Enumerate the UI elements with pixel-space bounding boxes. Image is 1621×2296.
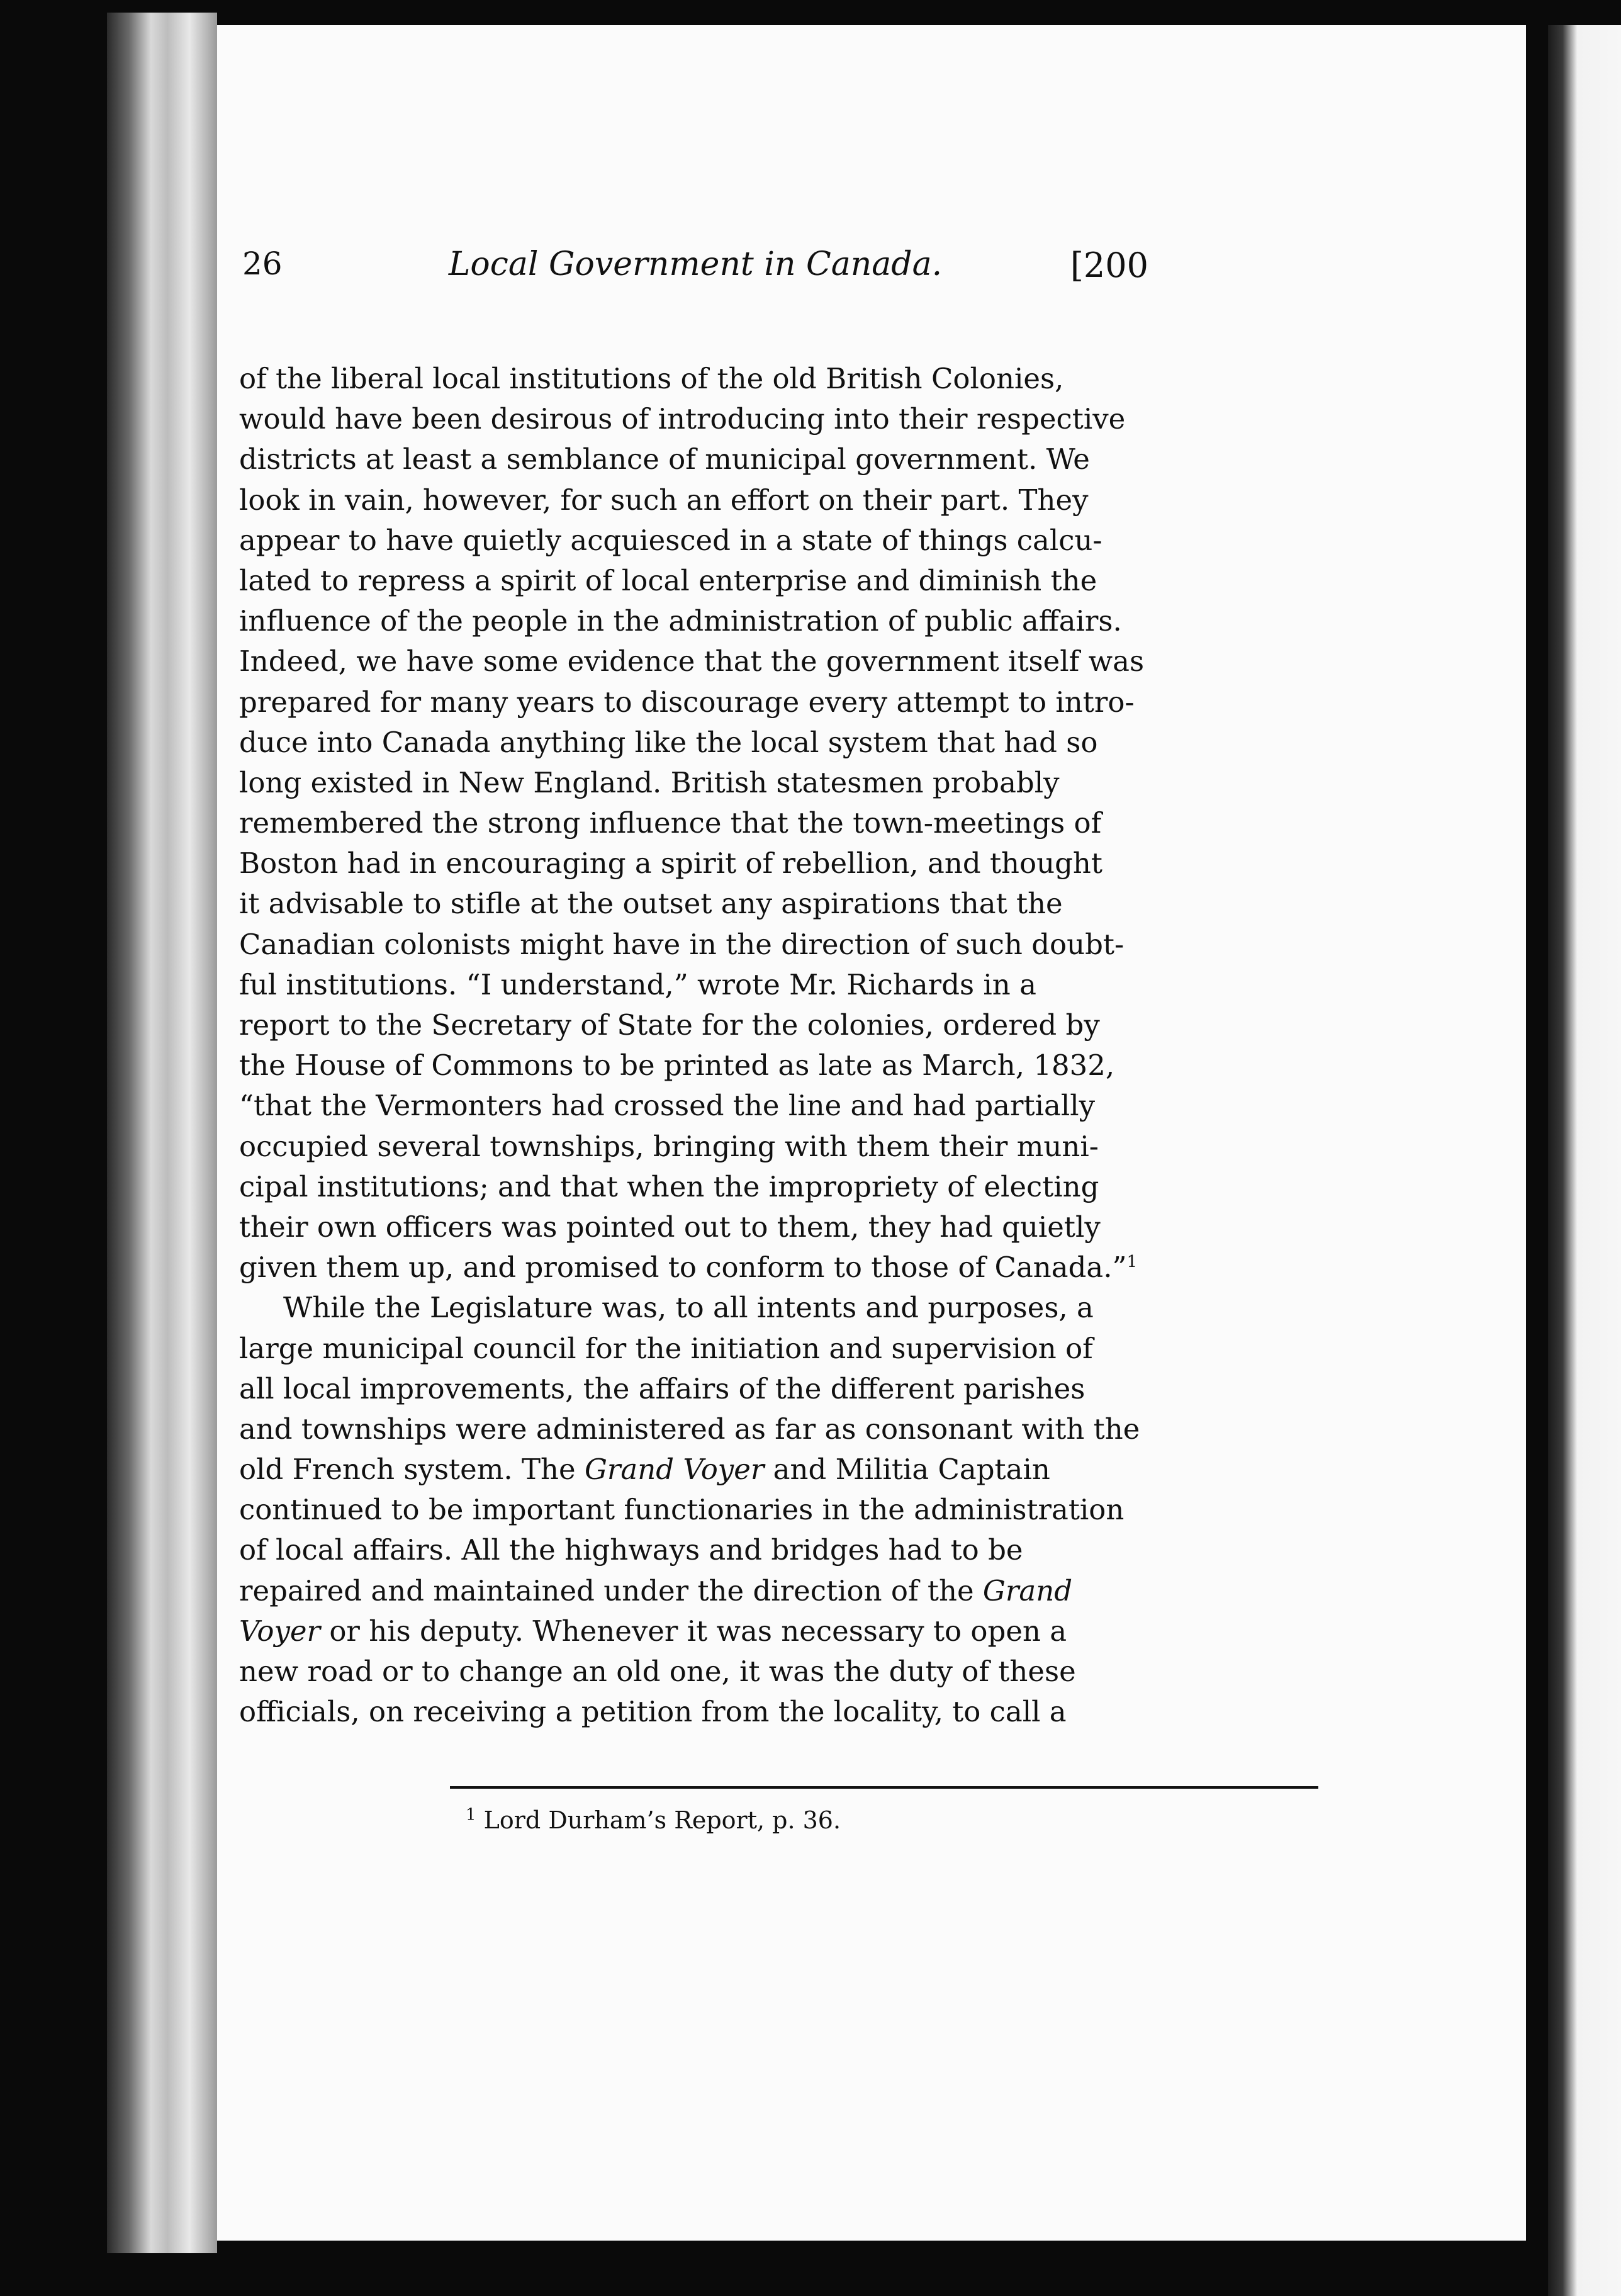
- text-line: continued to be important functionaries in the administration: [239, 1493, 1125, 1527]
- text-line: officials, on receiving a petition from the locality, to call a: [239, 1695, 1067, 1729]
- text-line: the House of Commons to be printed as late as March, 1832,: [239, 1049, 1115, 1083]
- text-line: report to the Secretary of State for the colonies, ordered by: [239, 1008, 1100, 1042]
- text-line: look in vain, however, for such an effort on their part. They: [239, 483, 1089, 517]
- text-line: Canadian colonists might have in the direction of such doubt-: [239, 927, 1125, 961]
- text-line: prepared for many years to discourage every attempt to intro-: [239, 685, 1135, 719]
- footnote-marker: 1: [466, 1805, 476, 1825]
- paragraph-2: [239, 1288, 1164, 1732]
- text-line: districts at least a semblance of municipal government. We: [239, 442, 1090, 476]
- text-line: influence of the people in the administration of public affairs.: [239, 604, 1122, 638]
- footnote: [466, 1806, 841, 1834]
- text-line: of the liberal local institutions of the old British Colonies,: [239, 362, 1064, 395]
- facing-page-strip: [1548, 25, 1621, 2296]
- text-line: ful institutions. “I understand,” wrote Mr. Richards in a: [239, 967, 1036, 1001]
- text-line: long existed in New England. British statesmen probably: [239, 765, 1060, 799]
- text-line: lated to repress a spirit of local enterprise and diminish the: [239, 563, 1097, 597]
- text-line-content: and Militia Captain: [764, 1453, 1050, 1487]
- text-line: it advisable to stifle at the outset any aspirations that the: [239, 887, 1063, 921]
- footnote-text: Lord Durham’s Report, p. 36.: [483, 1806, 841, 1834]
- text-line-content: or his deputy. Whenever it was necessary to open a: [320, 1614, 1067, 1648]
- text-line: [239, 1571, 1164, 1611]
- grand-voyer-term: Grand Voyer: [584, 1453, 765, 1487]
- body-text: [239, 359, 1164, 1732]
- text-line: remembered the strong influence that the town-meetings of: [239, 806, 1102, 840]
- text-line-content: repaired and maintained under the direction of the: [239, 1573, 983, 1607]
- text-line: and townships were administered as far as consonant with the: [239, 1412, 1140, 1446]
- text-line-content: given them up, and promised to conform to those of Canada.”: [239, 1251, 1127, 1285]
- text-line: appear to have quietly acquiesced in a state of things calcu-: [239, 523, 1102, 557]
- text-line: large municipal council for the initiation and supervision of: [239, 1331, 1093, 1365]
- text-line: [239, 1611, 1164, 1652]
- footnote-rule: [450, 1786, 1318, 1789]
- text-line: [239, 1247, 1164, 1288]
- text-line-content: old French system. The: [239, 1453, 585, 1487]
- footnote-reference: 1: [1126, 1252, 1138, 1272]
- paragraph-1: [239, 359, 1164, 1288]
- reference-number: [200: [1070, 245, 1148, 285]
- text-line: Indeed, we have some evidence that the government itself was: [239, 644, 1145, 678]
- grand-term: Grand: [982, 1573, 1072, 1607]
- text-line: occupied several townships, bringing with them their muni-: [239, 1129, 1099, 1163]
- text-line: duce into Canada anything like the local system that had so: [239, 725, 1098, 759]
- text-line: would have been desirous of introducing into their respective: [239, 402, 1126, 436]
- text-line: their own officers was pointed out to them, they had quietly: [239, 1210, 1101, 1244]
- text-line: cipal institutions; and that when the impropriety of electing: [239, 1169, 1099, 1203]
- running-title: Local Government in Canada.: [448, 245, 943, 283]
- page-number: 26: [242, 245, 283, 282]
- running-head: [242, 245, 1148, 296]
- text-line: new road or to change an old one, it was the duty of these: [239, 1655, 1076, 1688]
- text-line: all local improvements, the affairs of the different parishes: [239, 1371, 1085, 1405]
- text-line: “that the Vermonters had crossed the line and had partially: [239, 1089, 1096, 1123]
- voyer-term: Voyer: [239, 1614, 321, 1648]
- text-line: of local affairs. All the highways and bridges had to be: [239, 1533, 1023, 1567]
- text-line: [239, 1449, 1164, 1490]
- text-line: Boston had in encouraging a spirit of rebellion, and thought: [239, 847, 1102, 881]
- book-page-edges: [107, 13, 217, 2253]
- text-line: While the Legislature was, to all intents and purposes, a: [283, 1291, 1094, 1325]
